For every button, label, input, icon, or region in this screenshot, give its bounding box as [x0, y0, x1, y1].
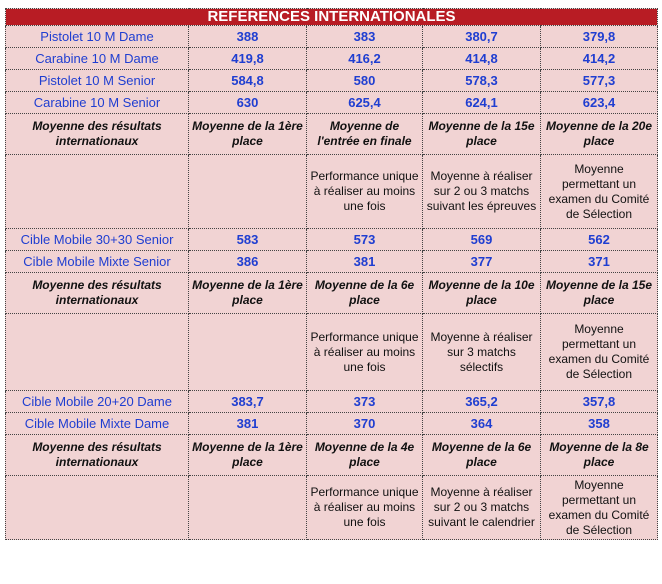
- value-cell: 625,4: [307, 92, 423, 114]
- value-cell: 584,8: [189, 70, 307, 92]
- section-header-row: [6, 114, 658, 155]
- value-cell: 388: [189, 26, 307, 48]
- header-cell: Moyenne de la 15e place: [541, 273, 658, 314]
- note-cell: Performance unique à réaliser au moins une fois: [307, 155, 423, 229]
- references-table: [5, 8, 658, 540]
- table-row: [6, 229, 658, 251]
- value-cell: 373: [307, 391, 423, 413]
- header-cell: Moyenne de l'entrée en finale: [307, 114, 423, 155]
- row-label: Carabine 10 M Dame: [6, 48, 189, 70]
- note-cell: Moyenne permettant un examen du Comité de Sélection: [541, 155, 658, 229]
- value-cell: 416,2: [307, 48, 423, 70]
- table-row: [6, 391, 658, 413]
- header-cell: Moyenne de la 1ère place: [189, 273, 307, 314]
- header-cell: Moyenne de la 6e place: [423, 435, 541, 476]
- header-label: Moyenne des résultats internationaux: [6, 273, 189, 314]
- header-cell: Moyenne de la 1ère place: [189, 435, 307, 476]
- row-label: Cible Mobile 20+20 Dame: [6, 391, 189, 413]
- value-cell: 569: [423, 229, 541, 251]
- table-row: [6, 48, 658, 70]
- note-cell: [189, 314, 307, 391]
- row-label: Pistolet 10 M Senior: [6, 70, 189, 92]
- note-cell: Moyenne à réaliser sur 3 matchs sélectifs: [423, 314, 541, 391]
- references-table-container: [5, 8, 657, 540]
- table-row: [6, 26, 658, 48]
- value-cell: 358: [541, 413, 658, 435]
- header-label: Moyenne des résultats internationaux: [6, 114, 189, 155]
- header-cell: Moyenne de la 20e place: [541, 114, 658, 155]
- note-cell: [6, 155, 189, 229]
- row-label: Carabine 10 M Senior: [6, 92, 189, 114]
- note-cell: Moyenne à réaliser sur 2 ou 3 matchs suivant les épreuves: [423, 155, 541, 229]
- note-cell: Performance unique à réaliser au moins une fois: [307, 476, 423, 540]
- note-cell: [6, 314, 189, 391]
- value-cell: 370: [307, 413, 423, 435]
- notes-row: [6, 155, 658, 229]
- header-label: Moyenne des résultats internationaux: [6, 435, 189, 476]
- value-cell: 371: [541, 251, 658, 273]
- value-cell: 383,7: [189, 391, 307, 413]
- value-cell: 578,3: [423, 70, 541, 92]
- value-cell: 364: [423, 413, 541, 435]
- value-cell: 381: [189, 413, 307, 435]
- row-label: Cible Mobile 30+30 Senior: [6, 229, 189, 251]
- note-cell: Moyenne permettant un examen du Comité de Sélection: [541, 314, 658, 391]
- value-cell: 573: [307, 229, 423, 251]
- table-row: [6, 251, 658, 273]
- value-cell: 357,8: [541, 391, 658, 413]
- value-cell: 583: [189, 229, 307, 251]
- note-cell: Moyenne à réaliser sur 2 ou 3 matchs suivant le calendrier: [423, 476, 541, 540]
- table-row: [6, 70, 658, 92]
- value-cell: 580: [307, 70, 423, 92]
- section-header-row: [6, 435, 658, 476]
- value-cell: 419,8: [189, 48, 307, 70]
- header-cell: Moyenne de la 1ère place: [189, 114, 307, 155]
- value-cell: 630: [189, 92, 307, 114]
- value-cell: 379,8: [541, 26, 658, 48]
- note-cell: [189, 476, 307, 540]
- note-cell: [6, 476, 189, 540]
- note-cell: Performance unique à réaliser au moins une fois: [307, 314, 423, 391]
- header-cell: Moyenne de la 4e place: [307, 435, 423, 476]
- table-row: [6, 92, 658, 114]
- row-label: Cible Mobile Mixte Senior: [6, 251, 189, 273]
- value-cell: 562: [541, 229, 658, 251]
- value-cell: 380,7: [423, 26, 541, 48]
- value-cell: 623,4: [541, 92, 658, 114]
- notes-row: [6, 476, 658, 540]
- value-cell: 383: [307, 26, 423, 48]
- value-cell: 365,2: [423, 391, 541, 413]
- note-cell: Moyenne permettant un examen du Comité de Sélection: [541, 476, 658, 540]
- table-row: [6, 413, 658, 435]
- value-cell: 624,1: [423, 92, 541, 114]
- value-cell: 377: [423, 251, 541, 273]
- value-cell: 381: [307, 251, 423, 273]
- note-cell: [189, 155, 307, 229]
- table-title: REFERENCES INTERNATIONALES: [6, 9, 658, 26]
- value-cell: 414,2: [541, 48, 658, 70]
- section-header-row: [6, 273, 658, 314]
- header-cell: Moyenne de la 8e place: [541, 435, 658, 476]
- header-cell: Moyenne de la 10e place: [423, 273, 541, 314]
- notes-row: [6, 314, 658, 391]
- row-label: Pistolet 10 M Dame: [6, 26, 189, 48]
- row-label: Cible Mobile Mixte Dame: [6, 413, 189, 435]
- header-cell: Moyenne de la 15e place: [423, 114, 541, 155]
- header-cell: Moyenne de la 6e place: [307, 273, 423, 314]
- value-cell: 577,3: [541, 70, 658, 92]
- value-cell: 386: [189, 251, 307, 273]
- value-cell: 414,8: [423, 48, 541, 70]
